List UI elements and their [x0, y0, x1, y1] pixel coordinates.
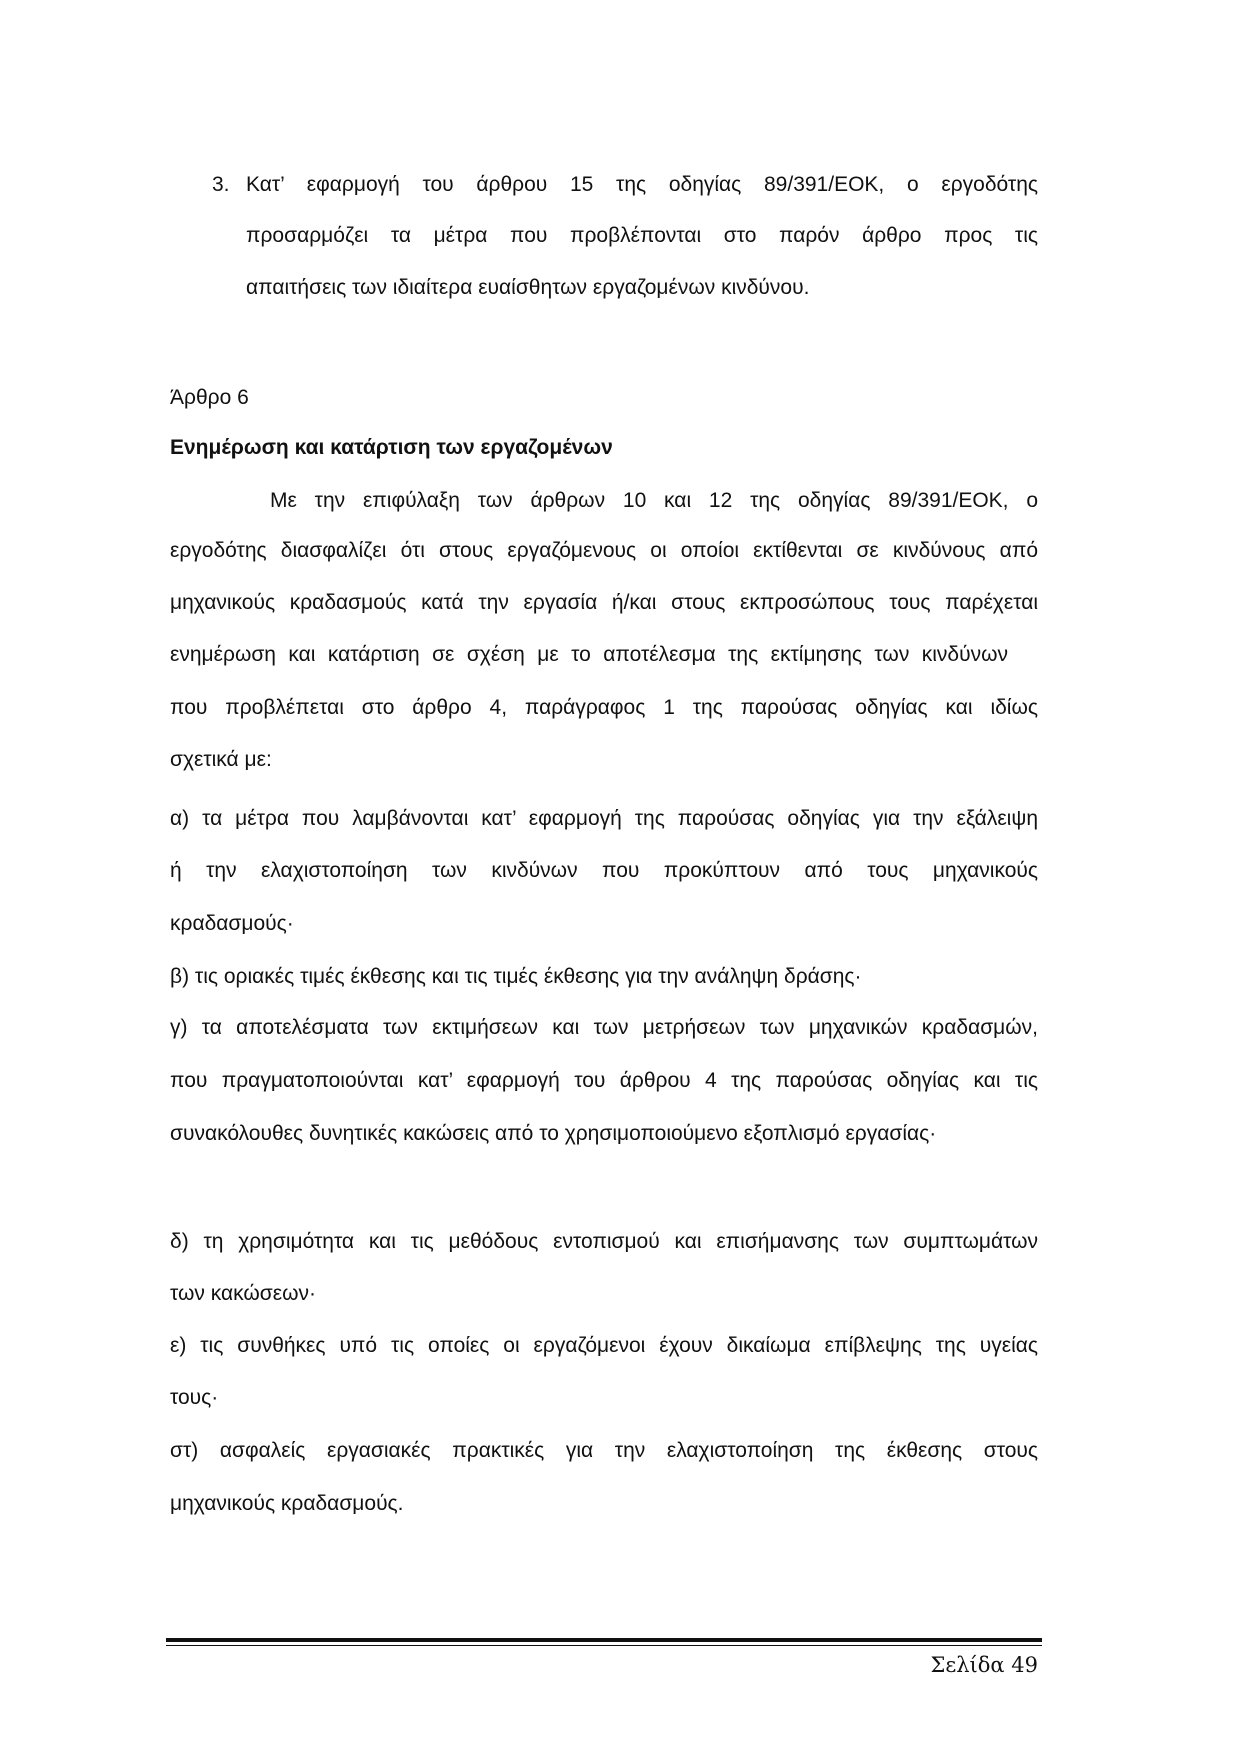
item-f-line-2: μηχανικούς κραδασμούς.	[170, 1492, 404, 1515]
intro-line-2: εργοδότης διασφαλίζει ότι στους εργαζόμενους οι οποίοι εκτίθενται σε κινδύνους από	[170, 539, 1038, 562]
item-d-line-2: των κακώσεων·	[170, 1282, 316, 1305]
intro-line-3: μηχανικούς κραδασμούς κατά την εργασία ή/και στους εκπροσώπους τους παρέχεται	[170, 591, 1038, 614]
page-number: Σελίδα 49	[930, 1653, 1038, 1677]
item-c-line-3: συνακόλουθες δυνητικές κακώσεις από το χρησιμοποιούμενο εξοπλισμό εργασίας·	[170, 1122, 937, 1145]
item-b-line-1: β) τις οριακές τιμές έκθεσης και τις τιμές έκθεσης για την ανάληψη δράσης·	[170, 965, 862, 988]
footer-rule	[166, 1638, 1042, 1642]
item-3-line-3: απαιτήσεις των ιδιαίτερα ευαίσθητων εργαζομένων κινδύνου.	[246, 276, 810, 299]
article-number: Άρθρο 6	[170, 386, 249, 409]
item-3-line-2: προσαρμόζει τα μέτρα που προβλέπονται στο παρόν άρθρο προς τις	[246, 224, 1038, 247]
item-c-line-2: που πραγματοποιούνται κατ’ εφαρμογή του άρθρου 4 της παρούσας οδηγίας και τις	[170, 1069, 1038, 1092]
intro-line-4: ενημέρωση και κατάρτιση σε σχέση με το αποτέλεσμα της εκτίμησης των κινδύνων	[170, 643, 1008, 666]
item-3-number: 3.	[212, 173, 230, 196]
item-3-line-1: Κατ’ εφαρμογή του άρθρου 15 της οδηγίας 89/391/ΕΟΚ, ο εργοδότης	[246, 173, 1038, 196]
intro-line-6: σχετικά με:	[170, 748, 272, 771]
item-e-line-1: ε) τις συνθήκες υπό τις οποίες οι εργαζόμενοι έχουν δικαίωμα επίβλεψης της υγείας	[170, 1334, 1038, 1357]
item-a-line-1: α) τα μέτρα που λαμβάνονται κατ’ εφαρμογή της παρούσας οδηγίας για την εξάλειψη	[170, 807, 1038, 830]
item-e-line-2: τους·	[170, 1386, 219, 1409]
item-c-line-1: γ) τα αποτελέσματα των εκτιμήσεων και των μετρήσεων των μηχανικών κραδασμών,	[170, 1016, 1038, 1039]
item-f-line-1: στ) ασφαλείς εργασιακές πρακτικές για την ελαχιστοποίηση της έκθεσης στους	[170, 1439, 1038, 1462]
footer-rule-thin	[166, 1645, 1042, 1646]
item-a-line-2: ή την ελαχιστοποίηση των κινδύνων που προκύπτουν από τους μηχανικούς	[170, 859, 1038, 882]
item-a-line-3: κραδασμούς·	[170, 912, 294, 935]
intro-line-5: που προβλέπεται στο άρθρο 4, παράγραφος 1 της παρούσας οδηγίας και ιδίως	[170, 696, 1038, 719]
intro-line-1: Με την επιφύλαξη των άρθρων 10 και 12 της οδηγίας 89/391/ΕΟΚ, ο	[270, 489, 1038, 512]
item-d-line-1: δ) τη χρησιμότητα και τις μεθόδους εντοπισμού και επισήμανσης των συμπτωμάτων	[170, 1230, 1038, 1253]
article-title: Ενημέρωση και κατάρτιση των εργαζομένων	[170, 436, 613, 459]
